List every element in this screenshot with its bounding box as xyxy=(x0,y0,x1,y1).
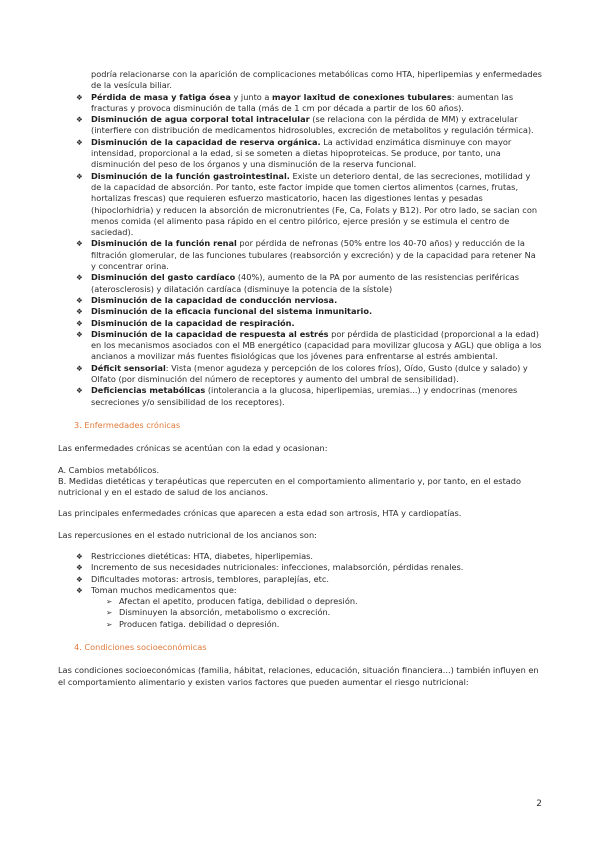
arrow-bullet-icon: ➢ xyxy=(106,619,113,629)
list-item: ❖ Disminución de la función gastrointestinal. Existe un deterioro dental, de las secreciones, motilidad y de la capacidad de absorción. Por tanto, este factor impide que tomen ciertos alimentos (carnes, frutas, hortalizas frescas) que requieren esfuerzo masticatorio, hacen las digestiones lentas y pesadas (hipoclorhidria) y reducen la absorción de micronutrientes (Fe, Ca, Folats y B12). Por otro lado, se sacian con menos comida (el alimento pasa rápido en el centro pilórico, ejerce presión y se estimula el centro de saciedad). xyxy=(76,170,538,238)
section-heading-socioeconomicas: 4. Condiciones socioeconómicas xyxy=(74,642,207,653)
medications-sublist xyxy=(91,596,542,630)
page-number: 2 xyxy=(536,799,542,809)
paragraph: Las enfermedades crónicas se acentúan con la edad y ocasionan: xyxy=(58,443,328,454)
list-item: ❖ Déficit sensorial: Vista (menor agudeza y percepción de los colores fríos), Oído, Gusto (dulce y salado) y Olfato (por disminución del número de receptores y aumento del umbral de sensibilidad). xyxy=(76,362,528,385)
diamond-bullet-icon: ❖ xyxy=(76,273,83,283)
arrow-bullet-icon: ➢ xyxy=(106,597,113,607)
list-item: ❖ Disminución del gasto cardíaco (40%), aumento de la PA por aumento de las resistencias periféricas (aterosclerosis) y dilatación cardíaca (disminuye la potencia de la sístole) xyxy=(76,272,519,294)
repercussions-list xyxy=(58,551,542,630)
list-item: podría relacionarse con la aparición de complicaciones metabólicas como HTA, hiperlipemias y enfermedades de la vesícula biliar. xyxy=(91,69,542,91)
diamond-bullet-icon: ❖ xyxy=(76,386,83,396)
list-item: ❖ Incremento de sus necesidades nutricionales: infecciones, malabsorción, pérdidas renales. xyxy=(76,562,464,573)
paragraph: Las repercusiones en el estado nutricional de los ancianos son: xyxy=(58,529,317,540)
list-item: ❖ Pérdida de masa y fatiga ósea y junto a mayor laxitud de conexiones tubulares: aumentan las fracturas y provoca disminución de talla (más de 1 cm por década a partir de los 60 años). xyxy=(76,91,514,113)
list-item: ➢ Disminuyen la absorción, metabolismo o excreción. xyxy=(106,607,331,618)
list-item: ❖ Restricciones dietéticas: HTA, diabetes, hiperlipemias. xyxy=(76,550,313,561)
diamond-bullet-icon: ❖ xyxy=(76,563,83,573)
diamond-bullet-icon: ❖ xyxy=(76,329,83,339)
diamond-bullet-icon: ❖ xyxy=(76,239,83,249)
list-item: ❖ Disminución de agua corporal total intracelular (se relaciona con la pérdida de MM) y extracelular (interfiere con distribución de medicamentos hidrosolubles, excreción de metabolitos y regulación térmica). xyxy=(76,114,534,136)
section-heading-enfermedades: 3. Enfermedades crónicas xyxy=(74,419,181,430)
arrow-bullet-icon: ➢ xyxy=(106,608,113,618)
list-item: ❖ Deficiencias metabólicas (intolerancia a la glucosa, hiperlipemias, uremias...) y endocrinas (menores secreciones y/o sensibilidad de los receptores). xyxy=(76,385,518,407)
diamond-bullet-icon: ❖ xyxy=(76,171,83,181)
list-item: ❖ Disminución de la capacidad de respiración. xyxy=(76,317,295,328)
list-item: ❖ Disminución de la capacidad de conducción nerviosa. xyxy=(76,294,338,305)
page-content xyxy=(58,69,542,698)
list-item: ➢ Producen fatiga. debilidad o depresión. xyxy=(106,618,280,629)
diamond-bullet-icon: ❖ xyxy=(76,585,83,595)
list-item: ❖ Disminución de la función renal por pérdida de nefronas (50% entre los 40-70 años) y reducción de la filtración glomerular, de las funciones tubulares (reabsorción y excreción) y de la capacidad para retener Na y concentrar orina. xyxy=(76,238,536,272)
diamond-bullet-icon: ❖ xyxy=(76,115,83,125)
list-item: ❖ Dificultades motoras: artrosis, temblores, paraplejías, etc. xyxy=(76,573,329,584)
paragraph: A. Cambios metabólicos. xyxy=(58,464,160,475)
diamond-bullet-icon: ❖ xyxy=(76,307,83,317)
diamond-bullet-icon: ❖ xyxy=(76,318,83,328)
diamond-bullet-icon: ❖ xyxy=(76,137,83,147)
list-item: ❖ Toman muchos medicamentos que: ➢ Afectan el apetito, producen fatiga, debilidad o depresión. ➢ Disminuyen la absorción, metabolismo o excreción. ➢ Producen fatiga. debilidad o depresión. xyxy=(91,585,542,630)
list-item: ❖ Disminución de la capacidad de reserva orgánica. La actividad enzimática disminuye con mayor intensidad, proporcional a la edad, si se someten a dietas hipoproteicas. Se produce, por tanto, una disminución del peso de los órganos y una disminución de la reserva funcional. xyxy=(76,136,512,170)
diamond-bullet-icon: ❖ xyxy=(76,295,83,305)
paragraph: Las condiciones socioeconómicas (familia, hábitat, relaciones, educación, situación financiera...) también influyen en el comportamiento alimentario y existen varios factores que pueden aumentar el riesgo nutricional: xyxy=(58,665,539,687)
list-item: ❖ Disminución de la eficacia funcional del sistema inmunitario. xyxy=(76,306,373,317)
diamond-bullet-icon: ❖ xyxy=(76,92,83,102)
paragraph: B. Medidas dietéticas y terapéuticas que repercuten en el comportamiento alimentario y, por tanto, en el estado nutricional y en el estado de salud de los ancianos. xyxy=(58,475,522,498)
list-item: ➢ Afectan el apetito, producen fatiga, debilidad o depresión. xyxy=(106,596,358,607)
physiological-changes-list xyxy=(58,69,542,408)
list-item: ❖ Disminución de la capacidad de respuesta al estrés por pérdida de plasticidad (proporcional a la edad) en los mecanismos asociados con el MB energético (capacidad para movilizar glucosa y AGL) que obliga a los ancianos a movilizar más fuentes fisiológicas que los jóvenes para enfrentarse al estrés ambiental. xyxy=(76,328,542,362)
diamond-bullet-icon: ❖ xyxy=(76,574,83,584)
paragraph: Las principales enfermedades crónicas que aparecen a esta edad son artrosis, HTA y cardiopatías. xyxy=(58,508,462,519)
diamond-bullet-icon: ❖ xyxy=(76,363,83,373)
diamond-bullet-icon: ❖ xyxy=(76,551,83,561)
